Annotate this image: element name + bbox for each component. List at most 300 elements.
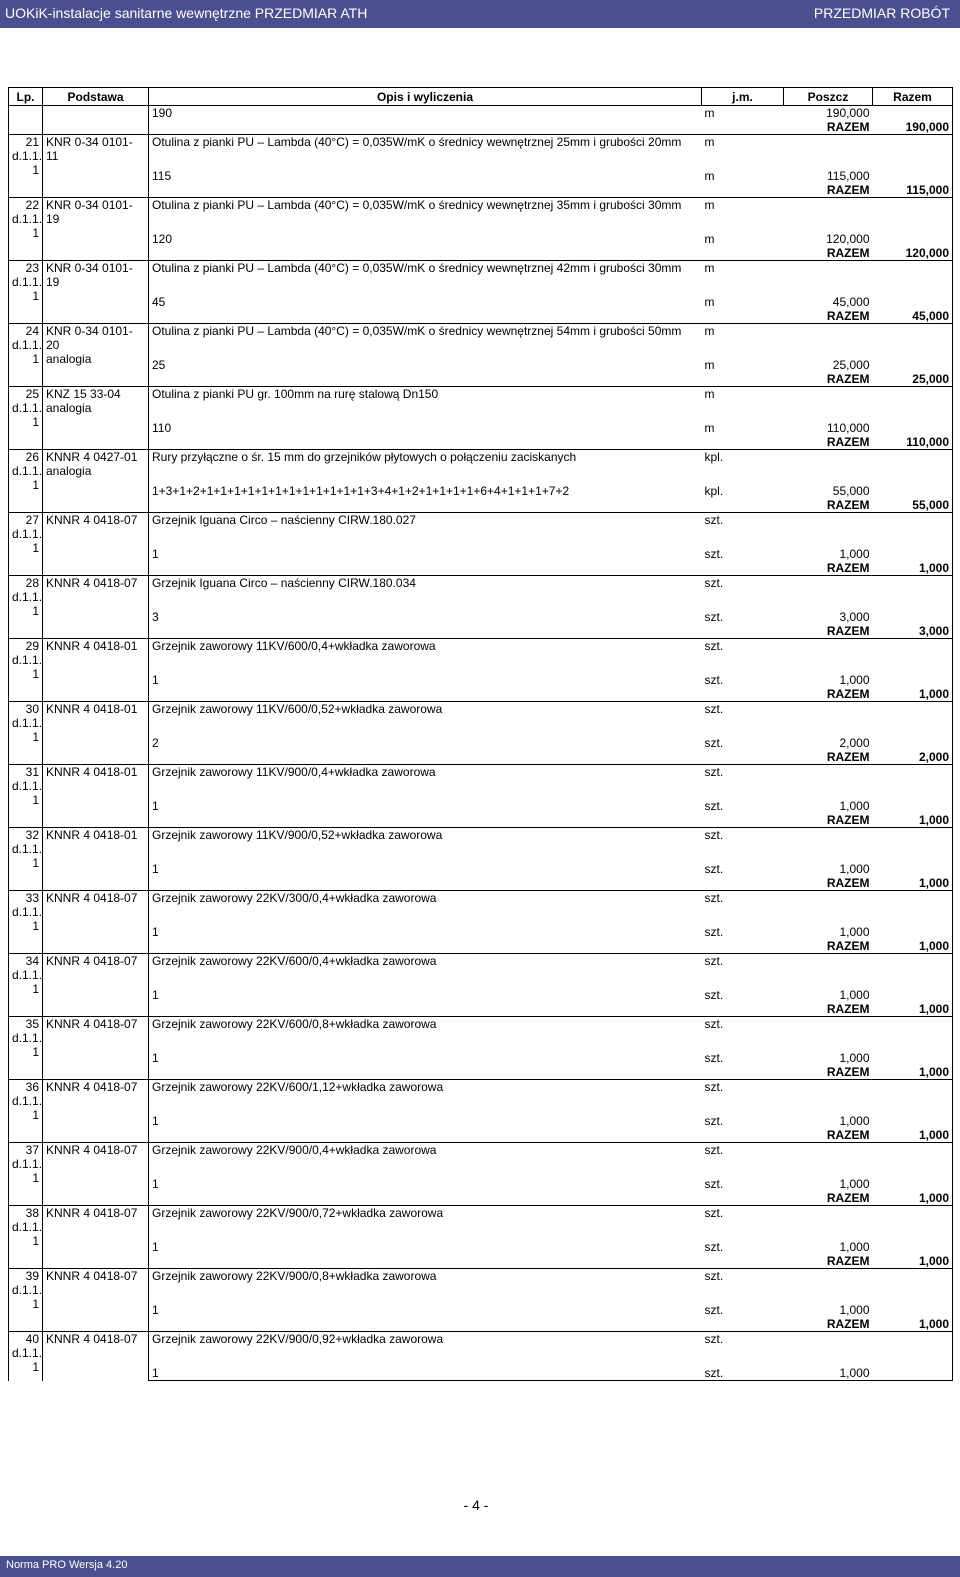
podstawa-cell	[43, 1269, 149, 1332]
razem-value: 1,000	[873, 813, 953, 828]
lp-line: 1	[32, 1171, 39, 1185]
lp-line: d.1.1.	[12, 401, 43, 415]
calc-poszcz: 1,000	[839, 988, 870, 1002]
razem-label: RAZEM	[826, 372, 870, 386]
col-header-jm: j.m.	[702, 88, 784, 106]
lp-line: 1	[32, 1108, 39, 1122]
lp-line: d.1.1.	[12, 1283, 43, 1297]
lp-line: d.1.1.	[12, 1220, 43, 1234]
calc-row	[9, 169, 953, 183]
podstawa-line: analogia	[46, 352, 92, 366]
lp-line: 1	[32, 541, 39, 555]
calc-poszcz: 110,000	[827, 421, 870, 435]
jm-cell: szt.	[702, 1206, 784, 1241]
lp-cell	[9, 135, 43, 198]
podstawa-cell	[43, 1206, 149, 1269]
calc-poszcz: 1,000	[784, 1366, 873, 1381]
calc-text: 115	[149, 169, 702, 183]
jm-cell: szt.	[702, 765, 784, 800]
podstawa-cell	[43, 513, 149, 576]
lp-line: 38	[25, 1206, 39, 1220]
jm-cell: m	[702, 198, 784, 233]
podstawa-cell	[43, 702, 149, 765]
item-row	[9, 513, 953, 548]
lp-line: 37	[25, 1143, 39, 1157]
opis-cell: Grzejnik zaworowy 22KV/600/1,12+wkładka zaworowa	[149, 1080, 702, 1115]
opis-cell: Otulina z pianki PU – Lambda (40°C) = 0,035W/mK o średnicy wewnętrznej 35mm i grubości 30mm	[149, 198, 702, 233]
jm-cell: szt.	[702, 1080, 784, 1115]
calc-row	[9, 106, 953, 121]
calc-text: 25	[149, 358, 702, 372]
header-bar	[0, 0, 960, 28]
calc-row	[9, 610, 953, 624]
calc-text: 1	[149, 673, 702, 687]
lp-cell	[9, 324, 43, 387]
opis-cell: Grzejnik zaworowy 22KV/600/0,8+wkładka zaworowa	[149, 1017, 702, 1052]
podstawa-line: KNR 0-34 0101-	[46, 261, 133, 275]
lp-cell	[9, 576, 43, 639]
razem-value: 1,000	[873, 939, 953, 954]
lp-line: 32	[25, 828, 39, 842]
razem-row	[9, 624, 953, 639]
razem-value: 1,000	[873, 1065, 953, 1080]
lp-line: d.1.1.	[12, 1031, 43, 1045]
calc-text: 1	[149, 925, 702, 939]
lp-line: 1	[32, 919, 39, 933]
lp-line: d.1.1.	[12, 1346, 43, 1360]
lp-line: d.1.1.	[12, 905, 43, 919]
jm-cell: szt.	[702, 702, 784, 737]
podstawa-line: 19	[46, 275, 60, 289]
razem-row	[9, 498, 953, 513]
calc-row	[9, 232, 953, 246]
podstawa-line: KNR 0-34 0101-	[46, 324, 133, 338]
podstawa-line: KNNR 4 0418-07	[46, 1143, 138, 1157]
lp-cell	[9, 1143, 43, 1206]
calc-text: 1	[149, 1177, 702, 1191]
opis-cell: Grzejnik zaworowy 22KV/900/0,72+wkładka zaworowa	[149, 1206, 702, 1241]
calc-row	[9, 1366, 953, 1381]
calc-poszcz: 25,000	[832, 358, 870, 372]
podstawa-cell	[43, 261, 149, 324]
podstawa-cell	[43, 576, 149, 639]
col-header-opis: Opis i wyliczenia	[149, 88, 702, 106]
table-header-row	[9, 88, 953, 106]
lp-line: 1	[32, 1045, 39, 1059]
jm-cell: szt.	[702, 1332, 784, 1367]
calc-text: 1	[149, 862, 702, 876]
item-row	[9, 828, 953, 863]
jm-cell: szt.	[702, 954, 784, 989]
calc-poszcz: 1,000	[839, 1051, 870, 1065]
podstawa-line: KNNR 4 0418-07	[46, 1080, 138, 1094]
lp-line: 1	[32, 667, 39, 681]
podstawa-line: KNNR 4 0418-01	[46, 828, 138, 842]
lp-cell	[9, 261, 43, 324]
item-row	[9, 1143, 953, 1178]
calc-text: 45	[149, 295, 702, 309]
opis-cell: Grzejnik zaworowy 11KV/900/0,52+wkładka zaworowa	[149, 828, 702, 863]
razem-row	[9, 813, 953, 828]
razem-label: RAZEM	[826, 1191, 870, 1205]
item-row	[9, 954, 953, 989]
lp-cell	[9, 765, 43, 828]
calc-text: 1	[149, 1240, 702, 1254]
razem-label: RAZEM	[826, 1254, 870, 1268]
lp-line: 28	[25, 576, 39, 590]
lp-cell	[9, 828, 43, 891]
footer-bar	[0, 1556, 960, 1577]
calc-text: 1+3+1+2+1+1+1+1+1+1+1+1+1+1+1+1+3+4+1+2+1+1+1+1+6+4+1+1+1+7+2	[149, 484, 702, 498]
razem-row	[9, 750, 953, 765]
razem-value: 1,000	[873, 1128, 953, 1143]
razem-row	[9, 687, 953, 702]
item-row	[9, 324, 953, 359]
opis-cell: Grzejnik zaworowy 11KV/600/0,4+wkładka zaworowa	[149, 639, 702, 674]
podstawa-cell	[43, 1143, 149, 1206]
razem-value: 1,000	[873, 1317, 953, 1332]
lp-line: 25	[25, 387, 39, 401]
jm-cell: m	[702, 324, 784, 359]
lp-line: d.1.1.	[12, 1094, 43, 1108]
lp-line: 27	[25, 513, 39, 527]
lp-line: 1	[32, 730, 39, 744]
lp-line: 1	[32, 793, 39, 807]
podstawa-line: KNNR 4 0418-07	[46, 1332, 138, 1346]
header-doc-type: PRZEDMIAR ROBÓT	[813, 5, 950, 21]
podstawa-cell	[43, 828, 149, 891]
lp-cell	[9, 1332, 43, 1381]
calc-row	[9, 547, 953, 561]
lp-line: d.1.1.	[12, 149, 43, 163]
razem-value: 1,000	[873, 687, 953, 702]
razem-row	[9, 1191, 953, 1206]
calc-row	[9, 295, 953, 309]
razem-value: 2,000	[873, 750, 953, 765]
podstawa-line: KNNR 4 0418-07	[46, 891, 138, 905]
razem-value: 25,000	[873, 372, 953, 387]
razem-value: 190,000	[873, 120, 953, 135]
lp-line: 22	[25, 198, 39, 212]
lp-cell	[9, 702, 43, 765]
razem-label: RAZEM	[826, 435, 870, 449]
calc-unit: szt.	[704, 610, 724, 624]
przedmiar-table	[8, 87, 953, 1381]
lp-line: 1	[32, 226, 39, 240]
razem-value: 120,000	[873, 246, 953, 261]
podstawa-cell	[43, 198, 149, 261]
razem-label: RAZEM	[826, 120, 870, 134]
razem-row	[9, 183, 953, 198]
podstawa-line: KNNR 4 0418-01	[46, 702, 138, 716]
opis-cell: Grzejnik Iguana Circo – naścienny CIRW.180.027	[149, 513, 702, 548]
podstawa-line: analogia	[46, 401, 92, 415]
lp-line: 40	[25, 1332, 39, 1346]
calc-unit: szt.	[704, 799, 724, 813]
jm-cell: m	[702, 387, 784, 422]
jm-cell: szt.	[702, 1269, 784, 1304]
lp-line: 31	[25, 765, 39, 779]
lp-line: d.1.1.	[12, 527, 43, 541]
opis-cell: Grzejnik zaworowy 22KV/900/0,4+wkładka zaworowa	[149, 1143, 702, 1178]
item-row	[9, 387, 953, 422]
razem-label: RAZEM	[826, 183, 870, 197]
razem-row	[9, 1317, 953, 1332]
razem-value: 45,000	[873, 309, 953, 324]
calc-poszcz: 55,000	[832, 484, 870, 498]
lp-cell	[9, 954, 43, 1017]
calc-poszcz: 1,000	[839, 1303, 870, 1317]
calc-poszcz: 45,000	[832, 295, 870, 309]
calc-row	[9, 736, 953, 750]
calc-unit: szt.	[704, 1177, 724, 1191]
opis-cell: Rury przyłączne o śr. 15 mm do grzejników płytowych o połączeniu zaciskanych	[149, 450, 702, 485]
calc-unit: m	[704, 106, 715, 120]
opis-cell: Otulina z pianki PU – Lambda (40°C) = 0,035W/mK o średnicy wewnętrznej 54mm i grubości 50mm	[149, 324, 702, 359]
lp-line: 1	[32, 478, 39, 492]
col-header-razem: Razem	[873, 88, 953, 106]
opis-cell: Grzejnik zaworowy 22KV/300/0,4+wkładka zaworowa	[149, 891, 702, 926]
lp-line: 39	[25, 1269, 39, 1283]
item-row	[9, 702, 953, 737]
podstawa-cell	[43, 954, 149, 1017]
calc-text: 1	[149, 799, 702, 813]
razem-row	[9, 120, 953, 135]
calc-row	[9, 862, 953, 876]
jm-cell: szt.	[702, 639, 784, 674]
podstawa-cell	[43, 324, 149, 387]
calc-poszcz: 115,000	[827, 169, 870, 183]
calc-unit: kpl.	[704, 484, 724, 498]
calc-unit: m	[704, 169, 715, 183]
podstawa-line: analogia	[46, 464, 92, 478]
podstawa-cell	[43, 135, 149, 198]
item-row	[9, 1206, 953, 1241]
podstawa-line: KNNR 4 0418-07	[46, 513, 138, 527]
lp-line: 23	[25, 261, 39, 275]
lp-line: 34	[25, 954, 39, 968]
razem-row	[9, 1128, 953, 1143]
item-row	[9, 891, 953, 926]
razem-row	[9, 1002, 953, 1017]
lp-cell	[9, 387, 43, 450]
lp-cell	[9, 450, 43, 513]
item-row	[9, 135, 953, 170]
calc-text: 1	[149, 1303, 702, 1317]
opis-cell: Otulina z pianki PU gr. 100mm na rurę stalową Dn150	[149, 387, 702, 422]
calc-text: 1	[149, 1051, 702, 1065]
calc-row	[9, 673, 953, 687]
item-row	[9, 1332, 953, 1367]
lp-cell	[9, 198, 43, 261]
razem-label: RAZEM	[826, 498, 870, 512]
podstawa-cell	[43, 1332, 149, 1381]
calc-row	[9, 421, 953, 435]
item-row	[9, 1017, 953, 1052]
calc-poszcz: 120,000	[826, 232, 870, 246]
lp-line: 1	[32, 1234, 39, 1248]
jm-cell: szt.	[702, 828, 784, 863]
calc-row	[9, 1240, 953, 1254]
calc-unit: szt.	[704, 925, 724, 939]
calc-text: 110	[149, 421, 702, 435]
razem-value: 115,000	[873, 183, 953, 198]
calc-poszcz: 3,000	[839, 610, 870, 624]
calc-unit: szt.	[702, 1366, 784, 1381]
calc-poszcz: 2,000	[839, 736, 870, 750]
calc-unit: szt.	[704, 1303, 724, 1317]
lp-cell	[9, 1269, 43, 1332]
razem-row	[9, 561, 953, 576]
calc-text: 1	[149, 1114, 702, 1128]
podstawa-line: 19	[46, 212, 60, 226]
item-row	[9, 1269, 953, 1304]
razem-value: 110,000	[873, 435, 953, 450]
calc-text: 1	[149, 988, 702, 1002]
item-row	[9, 639, 953, 674]
razem-label: RAZEM	[826, 1128, 870, 1142]
calc-text: 1	[149, 1366, 702, 1381]
opis-cell: Grzejnik zaworowy 22KV/600/0,4+wkładka zaworowa	[149, 954, 702, 989]
podstawa-line: KNNR 4 0418-01	[46, 765, 138, 779]
podstawa-cell	[43, 387, 149, 450]
razem-label: RAZEM	[826, 1002, 870, 1016]
calc-unit: szt.	[704, 1114, 724, 1128]
razem-row	[9, 939, 953, 954]
lp-cell	[9, 639, 43, 702]
opis-cell: Grzejnik zaworowy 22KV/900/0,8+wkładka zaworowa	[149, 1269, 702, 1304]
page-number: - 4 -	[463, 1497, 489, 1513]
col-header-lp: Lp.	[9, 88, 43, 106]
lp-cell	[9, 891, 43, 954]
calc-text: 1	[149, 547, 702, 561]
lp-line: 26	[25, 450, 39, 464]
podstawa-line: KNNR 4 0418-07	[46, 954, 138, 968]
jm-cell: szt.	[702, 576, 784, 611]
lp-line: d.1.1.	[12, 275, 43, 289]
jm-cell: szt.	[702, 513, 784, 548]
razem-label: RAZEM	[826, 246, 870, 260]
lp-line: d.1.1.	[12, 1157, 43, 1171]
calc-text: 120	[149, 232, 702, 246]
lp-cell	[9, 1080, 43, 1143]
lp-line: d.1.1.	[12, 212, 43, 226]
calc-poszcz: 1,000	[839, 925, 870, 939]
item-row	[9, 765, 953, 800]
calc-unit: szt.	[704, 988, 724, 1002]
razem-row	[9, 1065, 953, 1080]
calc-poszcz: 1,000	[839, 862, 870, 876]
razem-value: 3,000	[873, 624, 953, 639]
razem-row	[9, 246, 953, 261]
lp-line: 36	[25, 1080, 39, 1094]
razem-row	[9, 1254, 953, 1269]
lp-line: d.1.1.	[12, 590, 43, 604]
table-body	[9, 106, 953, 1381]
lp-line: d.1.1.	[12, 968, 43, 982]
jm-cell: m	[702, 261, 784, 296]
lp-line: 29	[25, 639, 39, 653]
lp-line: 1	[32, 1297, 39, 1311]
razem-label: RAZEM	[826, 750, 870, 764]
calc-unit: szt.	[704, 673, 724, 687]
lp-cell	[9, 513, 43, 576]
podstawa-line: KNNR 4 0418-07	[46, 1206, 138, 1220]
calc-row	[9, 1051, 953, 1065]
podstawa-line: KNZ 15 33-04	[46, 387, 121, 401]
razem-label: RAZEM	[826, 876, 870, 890]
razem-value: 1,000	[873, 876, 953, 891]
item-row	[9, 261, 953, 296]
podstawa-line: KNNR 4 0418-07	[46, 1269, 138, 1283]
calc-row	[9, 358, 953, 372]
calc-poszcz: 1,000	[839, 799, 870, 813]
col-header-poszcz: Poszcz	[784, 88, 873, 106]
calc-text: 3	[149, 610, 702, 624]
lp-line: d.1.1.	[12, 653, 43, 667]
footer-text: Norma PRO Wersja 4.20	[6, 1559, 128, 1571]
podstawa-line: KNNR 4 0427-01	[46, 450, 138, 464]
lp-line: d.1.1.	[12, 779, 43, 793]
razem-row	[9, 372, 953, 387]
razem-value: 1,000	[873, 561, 953, 576]
header-title: UOKiK-instalacje sanitarne wewnętrzne PRZEDMIAR ATH	[5, 5, 368, 21]
podstawa-cell	[43, 1017, 149, 1080]
calc-row	[9, 484, 953, 498]
podstawa-line: KNNR 4 0418-01	[46, 639, 138, 653]
item-row	[9, 198, 953, 233]
calc-row	[9, 1303, 953, 1317]
item-row	[9, 576, 953, 611]
item-row	[9, 450, 953, 485]
calc-unit: m	[704, 295, 715, 309]
razem-label: RAZEM	[826, 1065, 870, 1079]
calc-unit: szt.	[704, 1240, 724, 1254]
lp-line: 1	[32, 982, 39, 996]
razem-value: 1,000	[873, 1002, 953, 1017]
lp-line: 30	[25, 702, 39, 716]
podstawa-line: KNNR 4 0418-07	[46, 576, 138, 590]
calc-unit: m	[704, 232, 715, 246]
lp-line: 1	[32, 1360, 39, 1374]
lp-line: d.1.1.	[12, 338, 43, 352]
podstawa-line: 11	[46, 149, 59, 163]
lp-line: 35	[25, 1017, 39, 1031]
opis-cell: Grzejnik zaworowy 22KV/900/0,92+wkładka zaworowa	[149, 1332, 702, 1367]
razem-label: RAZEM	[826, 624, 870, 638]
lp-line: 1	[32, 415, 39, 429]
podstawa-cell	[43, 450, 149, 513]
razem-row	[9, 309, 953, 324]
calc-text: 190	[149, 106, 702, 121]
opis-cell: Otulina z pianki PU – Lambda (40°C) = 0,035W/mK o średnicy wewnętrznej 42mm i grubości 30mm	[149, 261, 702, 296]
calc-row	[9, 925, 953, 939]
lp-line: d.1.1.	[12, 716, 43, 730]
podstawa-line: KNNR 4 0418-07	[46, 1017, 138, 1031]
calc-unit: m	[704, 358, 715, 372]
calc-unit: szt.	[704, 736, 724, 750]
razem-row	[9, 435, 953, 450]
jm-cell: szt.	[702, 1017, 784, 1052]
lp-line: d.1.1.	[12, 464, 43, 478]
calc-poszcz: 1,000	[839, 547, 870, 561]
col-header-podstawa: Podstawa	[43, 88, 149, 106]
razem-label: RAZEM	[826, 309, 870, 323]
jm-cell: szt.	[702, 1143, 784, 1178]
opis-cell: Otulina z pianki PU – Lambda (40°C) = 0,035W/mK o średnicy wewnętrznej 25mm i grubości 20mm	[149, 135, 702, 170]
calc-poszcz: 1,000	[839, 1114, 870, 1128]
calc-poszcz: 1,000	[839, 1177, 870, 1191]
